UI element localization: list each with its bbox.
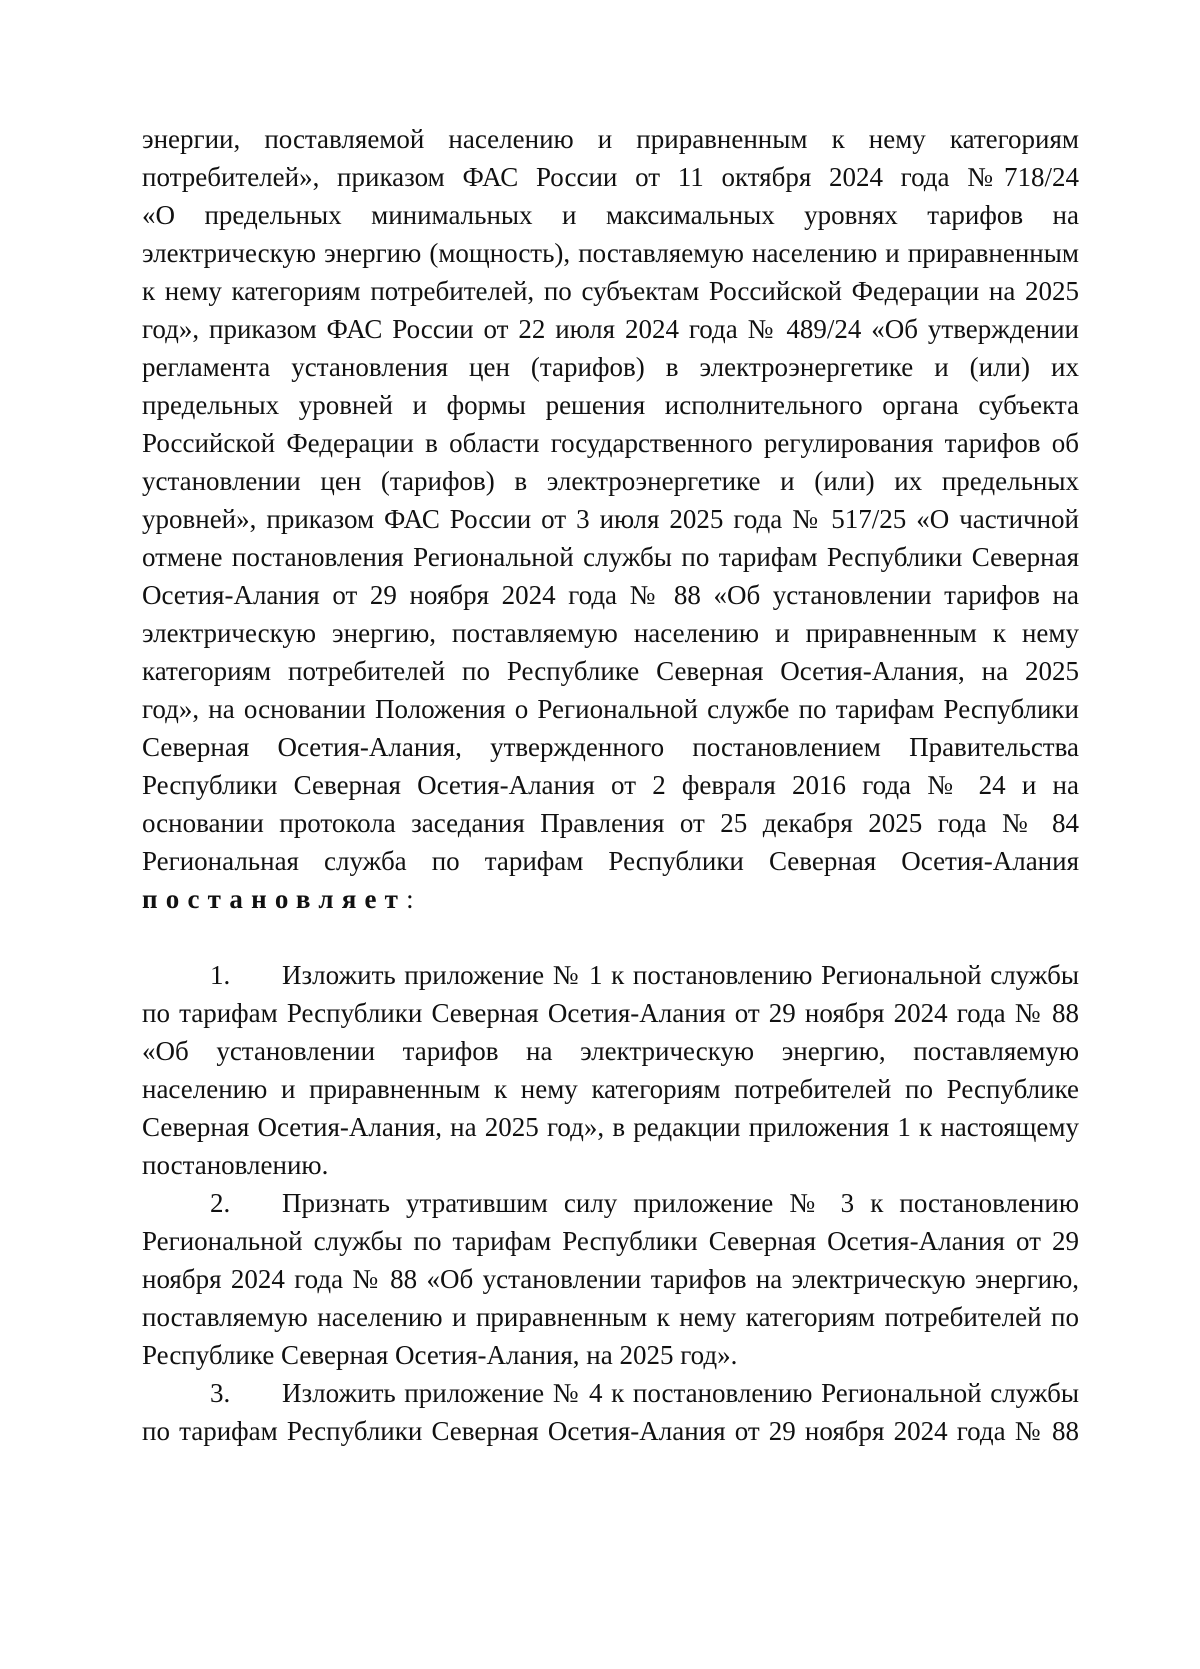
preamble-line: категориям потребителей по Республике Северная Осетия-Алания, на 2025 [142, 656, 1079, 686]
list-item-line: ноября 2024 года № 88 «Об установлении тарифов на электрическую энергию, [142, 1264, 1079, 1294]
preamble-line: энергии, поставляемой населению и приравненным к нему категориям [142, 124, 1079, 154]
decree-word [142, 879, 1079, 919]
list-item-first-line [210, 1183, 1079, 1223]
item-first-line-text: Признать утратившим силу приложение № 3 к постановлению [282, 1188, 1079, 1218]
preamble-line: к нему категориям потребителей, по субъектам Российской Федерации на 2025 [142, 276, 1079, 306]
list-item-line: Региональной службы по тарифам Республики Северная Осетия-Алания от 29 [142, 1226, 1079, 1256]
preamble-line: уровней», приказом ФАС России от 3 июля 2025 года № 517/25 «О частичной [142, 504, 1079, 534]
preamble-line: электрическую энергию (мощность), поставляемую населению и приравненным [142, 238, 1079, 268]
list-item-line: Северная Осетия-Алания, на 2025 год», в редакции приложения 1 к настоящему [142, 1112, 1079, 1142]
preamble-line: потребителей», приказом ФАС России от 11 октября 2024 года №718/24 [142, 162, 1079, 192]
list-item-line: по тарифам Республики Северная Осетия-Алания от 29 ноября 2024 года № 88 [142, 998, 1079, 1028]
preamble-line: Региональная служба по тарифам Республики Северная Осетия-Алания [142, 846, 1079, 876]
preamble-line: Осетия-Алания от 29 ноября 2024 года № 88 «Об установлении тарифов на [142, 580, 1079, 610]
preamble-line: год», на основании Положения о Региональной службе по тарифам Республики [142, 694, 1079, 724]
item-first-line-text: Изложить приложение № 4 к постановлению Региональной службы [282, 1378, 1079, 1408]
decree-colon: : [406, 884, 414, 914]
item-number: 2. [210, 1188, 231, 1218]
list-item-line: постановлению. [142, 1150, 329, 1180]
list-item-first-line [210, 955, 1079, 995]
list-item-line: поставляемую населению и приравненным к нему категориям потребителей по [142, 1302, 1079, 1332]
preamble-line: основании протокола заседания Правления от 25 декабря 2025 года № 84 [142, 808, 1079, 838]
preamble-line: Республики Северная Осетия-Алания от 2 февраля 2016 года № 24 и на [142, 770, 1079, 800]
preamble-line: предельных уровней и формы решения исполнительного органа субъекта [142, 390, 1079, 420]
item-first-line-text: Изложить приложение № 1 к постановлению Региональной службы [282, 960, 1079, 990]
preamble-line: регламента установления цен (тарифов) в электроэнергетике и (или) их [142, 352, 1079, 382]
preamble-line: Северная Осетия-Алания, утвержденного постановлением Правительства [142, 732, 1079, 762]
preamble-line: электрическую энергию, поставляемую населению и приравненным к нему [142, 618, 1079, 648]
preamble-line: отмене постановления Региональной службы по тарифам Республики Северная [142, 542, 1079, 572]
list-item-line: «Об установлении тарифов на электрическую энергию, поставляемую [142, 1036, 1079, 1066]
preamble-line: «О предельных минимальных и максимальных уровнях тарифов на [142, 200, 1079, 230]
list-item-line: населению и приравненным к нему категориям потребителей по Республике [142, 1074, 1079, 1104]
decree-word-text: постановляет [142, 884, 407, 914]
list-item-first-line [210, 1373, 1079, 1413]
list-item-line: Республике Северная Осетия-Алания, на 2025 год». [142, 1340, 738, 1370]
preamble-line: год», приказом ФАС России от 22 июля 2024 года № 489/24 «Об утверждении [142, 314, 1079, 344]
preamble-line: Российской Федерации в области государственного регулирования тарифов об [142, 428, 1079, 458]
item-number: 1. [210, 960, 231, 990]
item-number: 3. [210, 1378, 231, 1408]
preamble-line: установлении цен (тарифов) в электроэнергетике и (или) их предельных [142, 466, 1079, 496]
list-item-line: по тарифам Республики Северная Осетия-Алания от 29 ноября 2024 года № 88 [142, 1416, 1079, 1446]
